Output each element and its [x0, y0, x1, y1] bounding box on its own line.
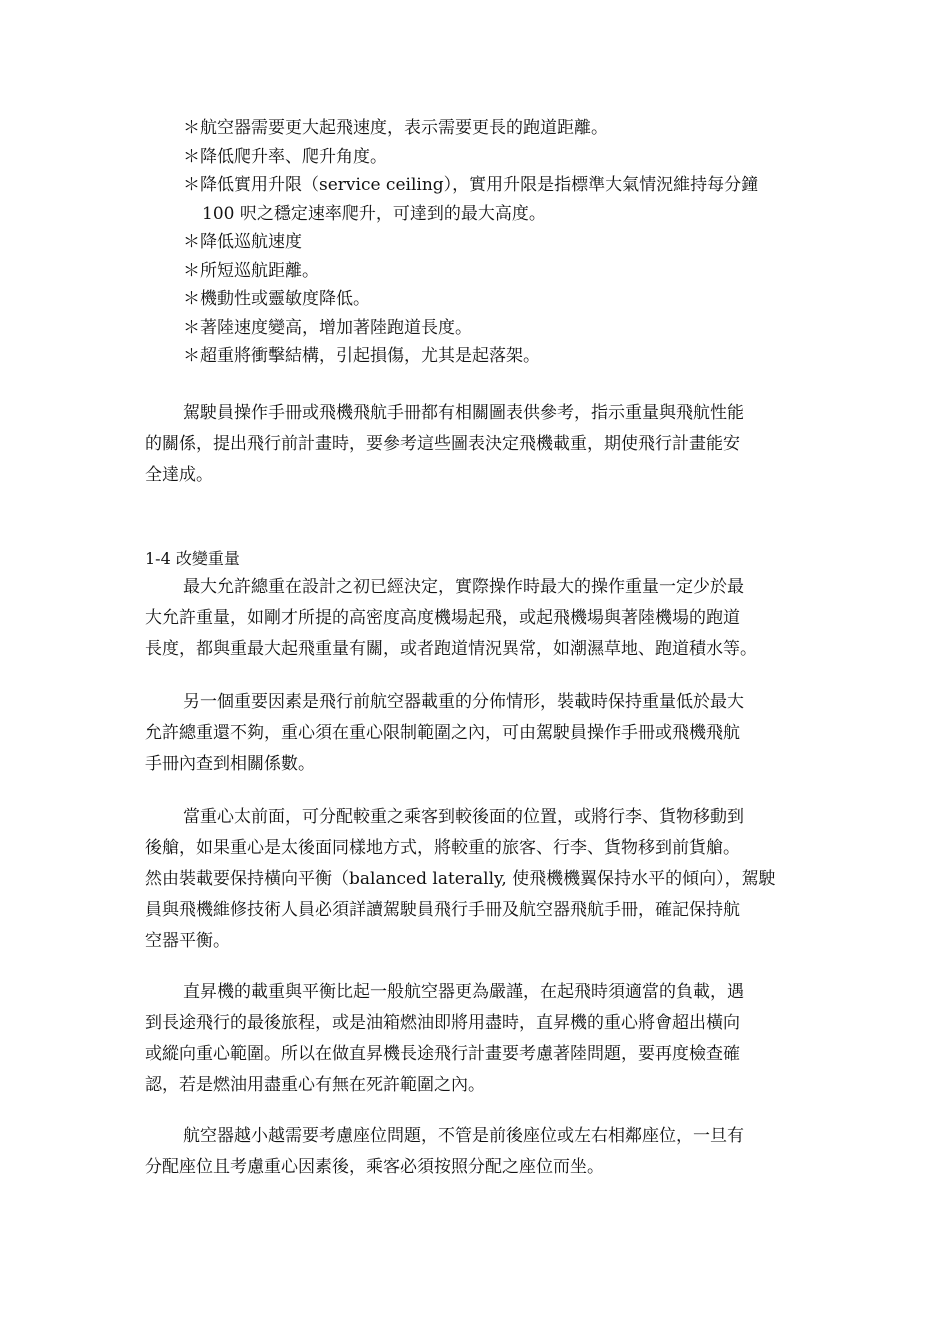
paragraph-line: 員與飛機維修技術人員必須詳讀駕駛員飛行手冊及航空器飛航手冊，確記保持航: [145, 900, 740, 920]
paragraph-line: 然由裝載要保持橫向平衡（balanced laterally, 使飛機機翼保持水平的傾向），駕駛: [145, 869, 776, 889]
paragraph-line: 允許總重還不夠，重心須在重心限制範圍之內，可由駕駛員操作手冊或飛機飛航: [145, 723, 740, 743]
paragraph-line: 空器平衡。: [145, 931, 230, 951]
list-item: ＊降低巡航速度: [183, 232, 302, 252]
list-item: ＊所短巡航距離。: [183, 260, 319, 281]
paragraph-line: 分配座位且考慮重心因素後，乘客必須按照分配之座位而坐。: [145, 1157, 604, 1177]
paragraph-line: 長度，都與重最大起飛重量有關，或者跑道情況異常，如潮濕草地、跑道積水等。: [145, 639, 757, 659]
paragraph-line: 航空器越小越需要考慮座位問題，不管是前後座位或左右相鄰座位，一旦有: [183, 1126, 744, 1146]
paragraph-line: 全達成。: [145, 465, 213, 485]
paragraph-line: 直昇機的載重與平衡比起一般航空器更為嚴謹，在起飛時須適當的負載，遇: [183, 982, 744, 1002]
paragraph-line: 手冊內查到相關係數。: [145, 754, 315, 774]
paragraph-line: 的關係，提出飛行前計畫時，要參考這些圖表決定飛機載重，期使飛行計畫能安: [145, 434, 740, 454]
paragraph-line: 到長途飛行的最後旅程，或是油箱燃油即將用盡時，直昇機的重心將會超出橫向: [145, 1013, 740, 1033]
section-heading: 1-4 改變重量: [145, 549, 240, 568]
paragraph-line: 另一個重要因素是飛行前航空器載重的分佈情形，裝載時保持重量低於最大: [183, 692, 744, 712]
list-item: ＊航空器需要更大起飛速度，表示需要更長的跑道距離。: [183, 118, 608, 138]
effects-list: [183, 114, 823, 371]
paragraph-line: 或縱向重心範圍。所以在做直昇機長途飛行計畫要考慮著陸問題，要再度檢查確: [145, 1044, 740, 1064]
list-item: ＊降低爬升率、爬升角度。: [183, 146, 387, 167]
paragraph-load-distribution: [145, 687, 810, 780]
paragraph-cg-adjustment: [145, 802, 810, 957]
paragraph-line: 駕駛員操作手冊或飛機飛航手冊都有相關圖表供參考，指示重量與飛航性能: [183, 403, 744, 423]
paragraph-helicopter: [145, 977, 810, 1101]
list-item: ＊著陸速度變高，增加著陸跑道長度。: [183, 317, 472, 338]
list-item: ＊超重將衝擊結構，引起損傷，尤其是起落架。: [183, 346, 540, 366]
paragraph-max-weight: [145, 572, 810, 665]
list-item: ＊降低實用升限（service ceiling），實用升限是指標準大氣情況維持每分鐘: [183, 175, 759, 195]
paragraph-manual-charts: [145, 398, 810, 491]
paragraph-line: 當重心太前面，可分配較重之乘客到較後面的位置，或將行李、貨物移動到: [183, 807, 744, 827]
paragraph-line: 最大允許總重在設計之初已經決定，實際操作時最大的操作重量一定少於最: [183, 577, 744, 597]
list-item-continuation: 100 呎之穩定速率爬升，可達到的最大高度。: [202, 203, 546, 224]
paragraph-seating: [145, 1121, 810, 1183]
paragraph-line: 認，若是燃油用盡重心有無在死許範圍之內。: [145, 1075, 485, 1095]
paragraph-line: 後艙，如果重心是太後面同樣地方式，將較重的旅客、行李、貨物移到前貨艙。: [145, 838, 740, 858]
paragraph-line: 大允許重量，如剛才所提的高密度高度機場起飛，或起飛機場與著陸機場的跑道: [145, 608, 740, 628]
list-item: ＊機動性或靈敏度降低。: [183, 289, 370, 309]
